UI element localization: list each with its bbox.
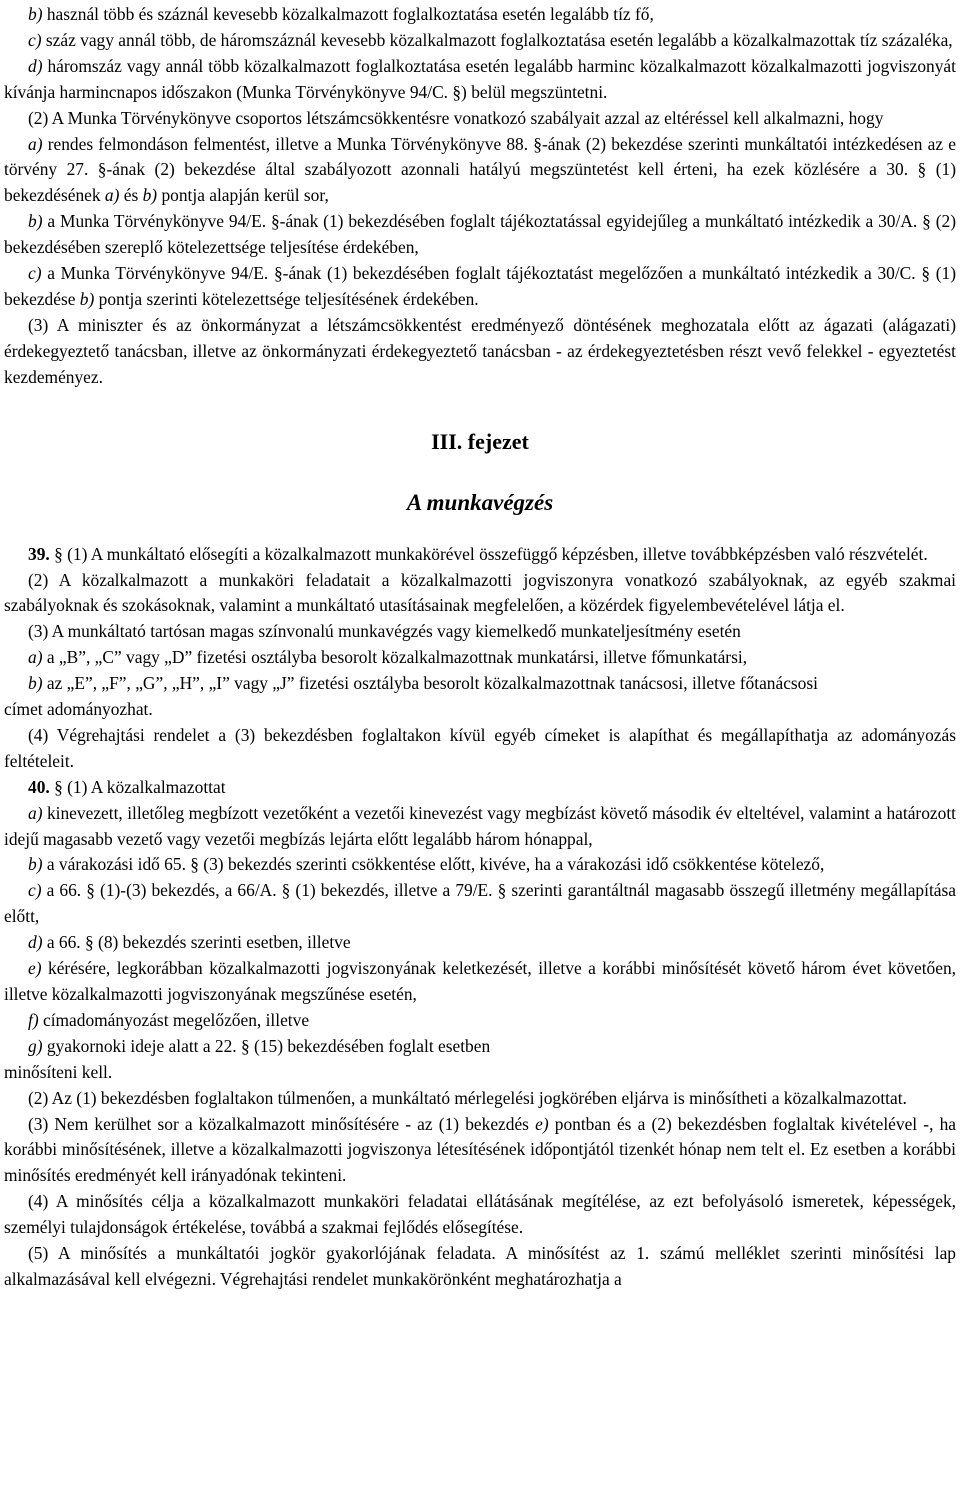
paragraph <box>4 1189 956 1241</box>
paragraph-text: (3) A munkáltató tartósan magas színvonalú munkavégzés vagy kiemelkedő munkateljesítmény esetén <box>28 621 741 642</box>
paragraph <box>4 930 956 956</box>
paragraph-text: pontban és a (2) bekezdésben foglaltak kivételével -, ha korábbi minősítésének, illetve a közalkalmazotti jogviszonya létesítésének időpontjától tizenkét hónap nem telt el. Ez esetben a korábbi minősítés eredményét kell irányadónak tekinteni. <box>4 1113 956 1186</box>
paragraph <box>4 1241 956 1293</box>
paragraph-text: (5) A minősítés a munkáltatói jogkör gyakorlójának feladata. A minősítést az 1. számú melléklet szerinti minősítési lap alkalmazásával kell elvégezni. Végrehajtási rendelet munkakörönként meghatározhatja a <box>4 1243 956 1289</box>
paragraph <box>4 1086 956 1112</box>
document-body-lower <box>4 542 956 1293</box>
paragraph <box>4 956 956 1008</box>
paragraph <box>4 313 956 391</box>
paragraph-text: minősíteni kell. <box>4 1061 113 1082</box>
paragraph-text: háromszáz vagy annál több közalkalmazott foglalkoztatása esetén legalább harminc közalkalmazott közalkalmazotti jogviszonyát kívánja harmincnapos időszakon (Munka Törvénykönyve 94/C. §) belül megszüntetni. <box>4 55 956 102</box>
paragraph-text: (2) A közalkalmazott a munkaköri feladatait a közalkalmazotti jogviszonyra vonatkozó szabályoknak, az egyéb szakmai szabályoknak és szokásoknak, valamint a munkáltató utasításainak megfelelően, a közérdek figyelembevételével látja el. <box>4 569 956 616</box>
paragraph <box>4 671 956 697</box>
item-marker: g) <box>28 1035 43 1056</box>
paragraph-text: az „E”, „F”, „G”, „H”, „I” vagy „J” fizetési osztályba besorolt közalkalmazottnak tanácsosi, illetve főtanácsosi <box>42 673 818 694</box>
paragraph <box>4 542 956 568</box>
item-marker: b) <box>28 673 43 694</box>
paragraph-text: használ több és száznál kevesebb közalkalmazott foglalkoztatása esetén legalább tíz fő, <box>42 4 654 24</box>
item-marker: b) <box>28 4 43 24</box>
item-marker: f) <box>28 1009 39 1030</box>
paragraph-text: és <box>119 185 143 206</box>
item-marker: a) <box>28 133 43 154</box>
item-marker: a) <box>28 802 43 823</box>
paragraph-text: rendes felmondáson felmentést, illetve a Munka Törvénykönyve 88. §-ának (2) bekezdése szerinti munkáltatói intézkedésen az e törvény 27. §-ának (2) bekezdése által szabályozott azonnali hatályú megszüntetést kell érteni, ha ezek közlésére a 30. § (1) bekezdésének <box>4 133 956 206</box>
chapter-number: III. fejezet <box>431 428 529 454</box>
item-marker: c) <box>28 263 42 284</box>
paragraph <box>4 775 956 801</box>
paragraph <box>4 1112 956 1190</box>
paragraph <box>4 645 956 671</box>
paragraph-text: (4) Végrehajtási rendelet a (3) bekezdésben foglaltakon kívül egyéb címeket is alapíthat és megállapíthatja az adományozás feltételeit. <box>4 724 956 771</box>
paragraph <box>4 54 956 106</box>
item-marker: e) <box>535 1113 549 1134</box>
paragraph-text: a 66. § (1)-(3) bekezdés, a 66/A. § (1) bekezdés, illetve a 79/E. § szerinti garantáltnál magasabb összegű illetmény megállapítása előtt, <box>4 880 956 927</box>
paragraph-text: (3) A miniszter és az önkormányzat a létszámcsökkentést eredményező döntésének meghozatala előtt az ágazati (alágazati) érdekegyeztető tanácsban, illetve az önkormányzati érdekegyeztető tanácsban - az érdekegyeztetésben részt vevő felekkel - egyeztetést kezdeményez. <box>4 314 956 387</box>
item-marker: b) <box>28 211 43 232</box>
item-marker: c) <box>28 29 42 50</box>
paragraph-text: a várakozási idő 65. § (3) bekezdés szerinti csökkentése előtt, kivéve, ha a várakozási idő csökkentése kötelező, <box>42 854 825 875</box>
paragraph-text: a 66. § (8) bekezdés szerinti esetben, illetve <box>42 932 351 953</box>
paragraph-text: pontja alapján kerül sor, <box>157 185 329 206</box>
document-body-upper <box>4 2 956 391</box>
item-marker: b) <box>79 288 95 309</box>
paragraph <box>4 619 956 645</box>
item-marker: d) <box>28 55 43 76</box>
paragraph-text: kérésére, legkorábban közalkalmazotti jogviszonyának keletkezését, illetve a korábbi minősítését követő három évet követően, illetve közalkalmazotti jogviszonyának megszűnése esetén, <box>4 958 956 1004</box>
item-marker: b) <box>28 854 43 875</box>
paragraph <box>4 801 956 853</box>
paragraph-text: címet adományozhat. <box>4 699 153 720</box>
item-marker: a) <box>104 185 120 206</box>
item-marker: b) <box>142 185 158 206</box>
paragraph-text: (3) Nem kerülhet sor a közalkalmazott minősítésére - az (1) bekezdés <box>28 1113 536 1134</box>
paragraph <box>4 1060 956 1086</box>
paragraph-text: pontja szerinti kötelezettsége teljesítésének érdekében. <box>94 288 479 309</box>
chapter-title: A munkavégzés <box>406 489 554 515</box>
section-number: 40. <box>28 776 50 797</box>
paragraph-text: a Munka Törvénykönyve 94/E. §-ának (1) bekezdésében foglalt tájékoztatást megelőzően a munkáltató intézkedik a 30/C. § (1) bekezdése <box>4 263 956 309</box>
paragraph <box>4 106 956 132</box>
paragraph-text: a Munka Törvénykönyve 94/E. §-ának (1) bekezdésében foglalt tájékoztatással egyidejűleg a munkáltató intézkedik a 30/A. § (2) bekezdésében szereplő kötelezettsége teljesítése érdekében, <box>4 211 956 258</box>
paragraph <box>4 2 956 28</box>
paragraph <box>4 697 956 723</box>
item-marker: a) <box>28 647 43 668</box>
paragraph <box>4 261 956 313</box>
item-marker: c) <box>28 880 42 901</box>
paragraph-text: száz vagy annál több, de háromszáznál kevesebb közalkalmazott foglalkoztatása esetén legalább a közalkalmazottak tíz százaléka, <box>41 29 953 50</box>
paragraph-text: gyakornoki ideje alatt a 22. § (15) bekezdésében foglalt esetben <box>42 1035 491 1056</box>
paragraph <box>4 568 956 620</box>
item-marker: e) <box>28 958 42 979</box>
paragraph-text: (4) A minősítés célja a közalkalmazott munkaköri feladatai ellátásának megítélése, az ezt befolyásoló ismeretek, képességek, személyi tulajdonságok értékelése, továbbá a szakmai fejlődés elősegítése. <box>4 1191 956 1238</box>
paragraph <box>4 723 956 775</box>
paragraph <box>4 132 956 210</box>
paragraph-text: (2) Az (1) bekezdésben foglaltakon túlmenően, a munkáltató mérlegelési jogkörében eljárva is minősítheti a közalkalmazottat. <box>28 1087 907 1108</box>
paragraph <box>4 878 956 930</box>
paragraph-text: címadományozást megelőzően, illetve <box>38 1009 310 1030</box>
paragraph-text: § (1) A munkáltató elősegíti a közalkalmazott munkakörével összefüggő képzésben, illetve továbbképzésben való részvételét. <box>49 543 928 564</box>
item-marker: d) <box>28 932 43 953</box>
section-number: 39. <box>28 543 50 564</box>
paragraph-text: § (1) A közalkalmazottat <box>49 776 226 797</box>
paragraph-text: (2) A Munka Törvénykönyve csoportos létszámcsökkentésre vonatkozó szabályait azzal az eltéréssel kell alkalmazni, hogy <box>28 107 884 128</box>
paragraph <box>4 1034 956 1060</box>
paragraph-text: kinevezett, illetőleg megbízott vezetőként a vezetői kinevezést vagy megbízást követő második év elteltével, valamint a határozott idejű magasabb vezető vagy vezetői megbízás lejárta előtt legalább három hónappal, <box>4 802 956 849</box>
paragraph <box>4 852 956 878</box>
paragraph <box>4 209 956 261</box>
paragraph-text: a „B”, „C” vagy „D” fizetési osztályba besorolt közalkalmazottnak munkatársi, illetve főmunkatársi, <box>42 647 748 668</box>
paragraph <box>4 1008 956 1034</box>
paragraph <box>4 28 956 54</box>
